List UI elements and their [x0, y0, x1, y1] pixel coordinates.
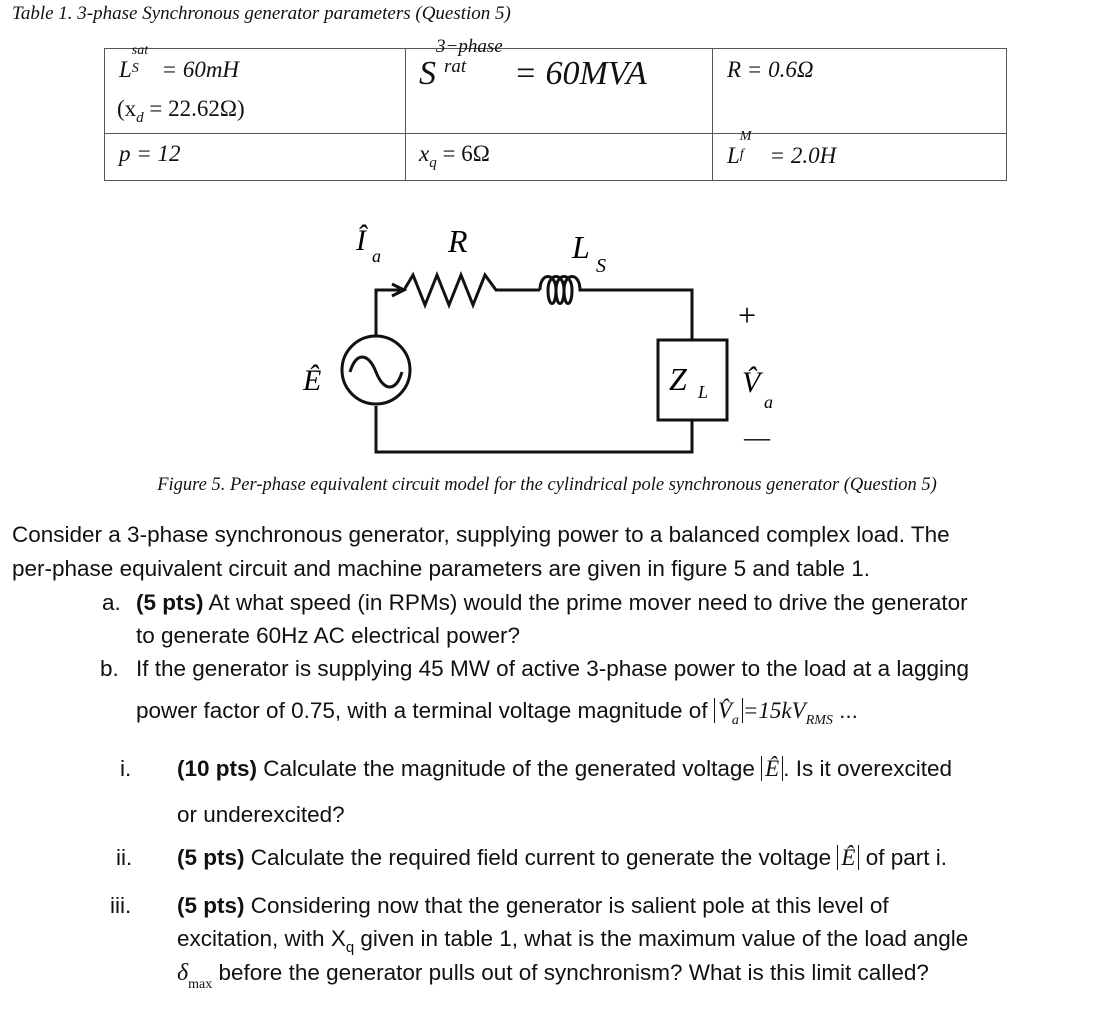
cell-pole-count: p = 12 [119, 141, 181, 166]
terminal-voltage-magnitude: $V̂_a$ [714, 698, 743, 723]
item-b-marker: b. [100, 656, 119, 681]
terminal-voltage-label: V̂ [742, 366, 761, 399]
table-caption: Table 1. 3-phase Synchronous generator parameters (Question 5) [12, 3, 511, 24]
item-i-line-2: or underexcited? [177, 802, 345, 827]
cell-xd: $(x_d = 22.62\Omega)$ [117, 96, 245, 126]
item-a-line-2: to generate 60Hz AC electrical power? [136, 623, 520, 648]
item-iii-line-2: excitation, with $X_q$ given in table 1, what is the maximum value of the load angle [177, 926, 969, 956]
intro-line-1: Consider a 3-phase synchronous generator, supplying power to a balanced complex load. The [12, 522, 950, 547]
item-a-line-1: (5 pts) At what speed (in RPMs) would the prime mover need to drive the generator [136, 590, 968, 615]
item-b-line-2: power factor of 0.75, with a terminal voltage magnitude of $V̂_a =15kV_{RMS}$ ... [136, 698, 858, 728]
resistor-label: R [448, 223, 468, 259]
inductor-subscript: S [596, 255, 606, 277]
cell-ls-sat: L sat S = 60mH [119, 43, 240, 82]
item-ii-marker: ii. [116, 845, 133, 870]
resistor [404, 275, 540, 305]
load-label: Z [669, 361, 687, 397]
cell-xq: $x_q = 6\Omega$ [419, 141, 490, 171]
item-iii-marker: iii. [110, 893, 132, 918]
ac-wave [350, 357, 402, 387]
minus-sign: — [744, 423, 770, 452]
item-i-line-1: (10 pts) Calculate the magnitude of the generated voltage Ê . Is it overexcited [177, 756, 953, 781]
item-a-marker: a. [102, 590, 121, 615]
item-ii-line-1: (5 pts) Calculate the required field current to generate the voltage Ê of part i. [177, 845, 948, 870]
generated-voltage-magnitude: Ê [761, 756, 783, 781]
current-label: Î [356, 224, 366, 257]
circuit-diagram [0, 0, 1094, 470]
load-subscript: L [698, 382, 709, 402]
inductor-label: L [572, 229, 590, 265]
wire-bottom [376, 406, 692, 452]
cell-lf: L M f = 2.0H [727, 129, 837, 168]
cell-s-rated: S 3−phase rat = 60MVA [419, 36, 647, 92]
plus-sign: + [738, 297, 757, 333]
wire-left-top [376, 290, 400, 335]
item-iii-line-1: (5 pts) Considering now that the generator is salient pole at this level of [177, 893, 889, 918]
emf-label: Ê [303, 364, 322, 397]
item-i-marker: i. [120, 756, 132, 781]
item-iii-line-3: $\delta_{max}$ before the generator pulls out of synchronism? What is this limit called? [177, 960, 929, 992]
cell-resistance: R = 0.6Ω [727, 57, 814, 82]
item-b-line-1: If the generator is supplying 45 MW of active 3-phase power to the load at a lagging [136, 656, 969, 681]
intro-line-2: per-phase equivalent circuit and machine parameters are given in figure 5 and table 1. [12, 556, 871, 581]
current-subscript: a [372, 246, 381, 266]
figure-caption: Figure 5. Per-phase equivalent circuit model for the cylindrical pole synchronous generator (Question 5) [157, 475, 937, 495]
terminal-voltage-subscript: a [764, 392, 773, 412]
inductor [540, 277, 692, 341]
generated-voltage-magnitude-2: Ê [837, 845, 859, 870]
